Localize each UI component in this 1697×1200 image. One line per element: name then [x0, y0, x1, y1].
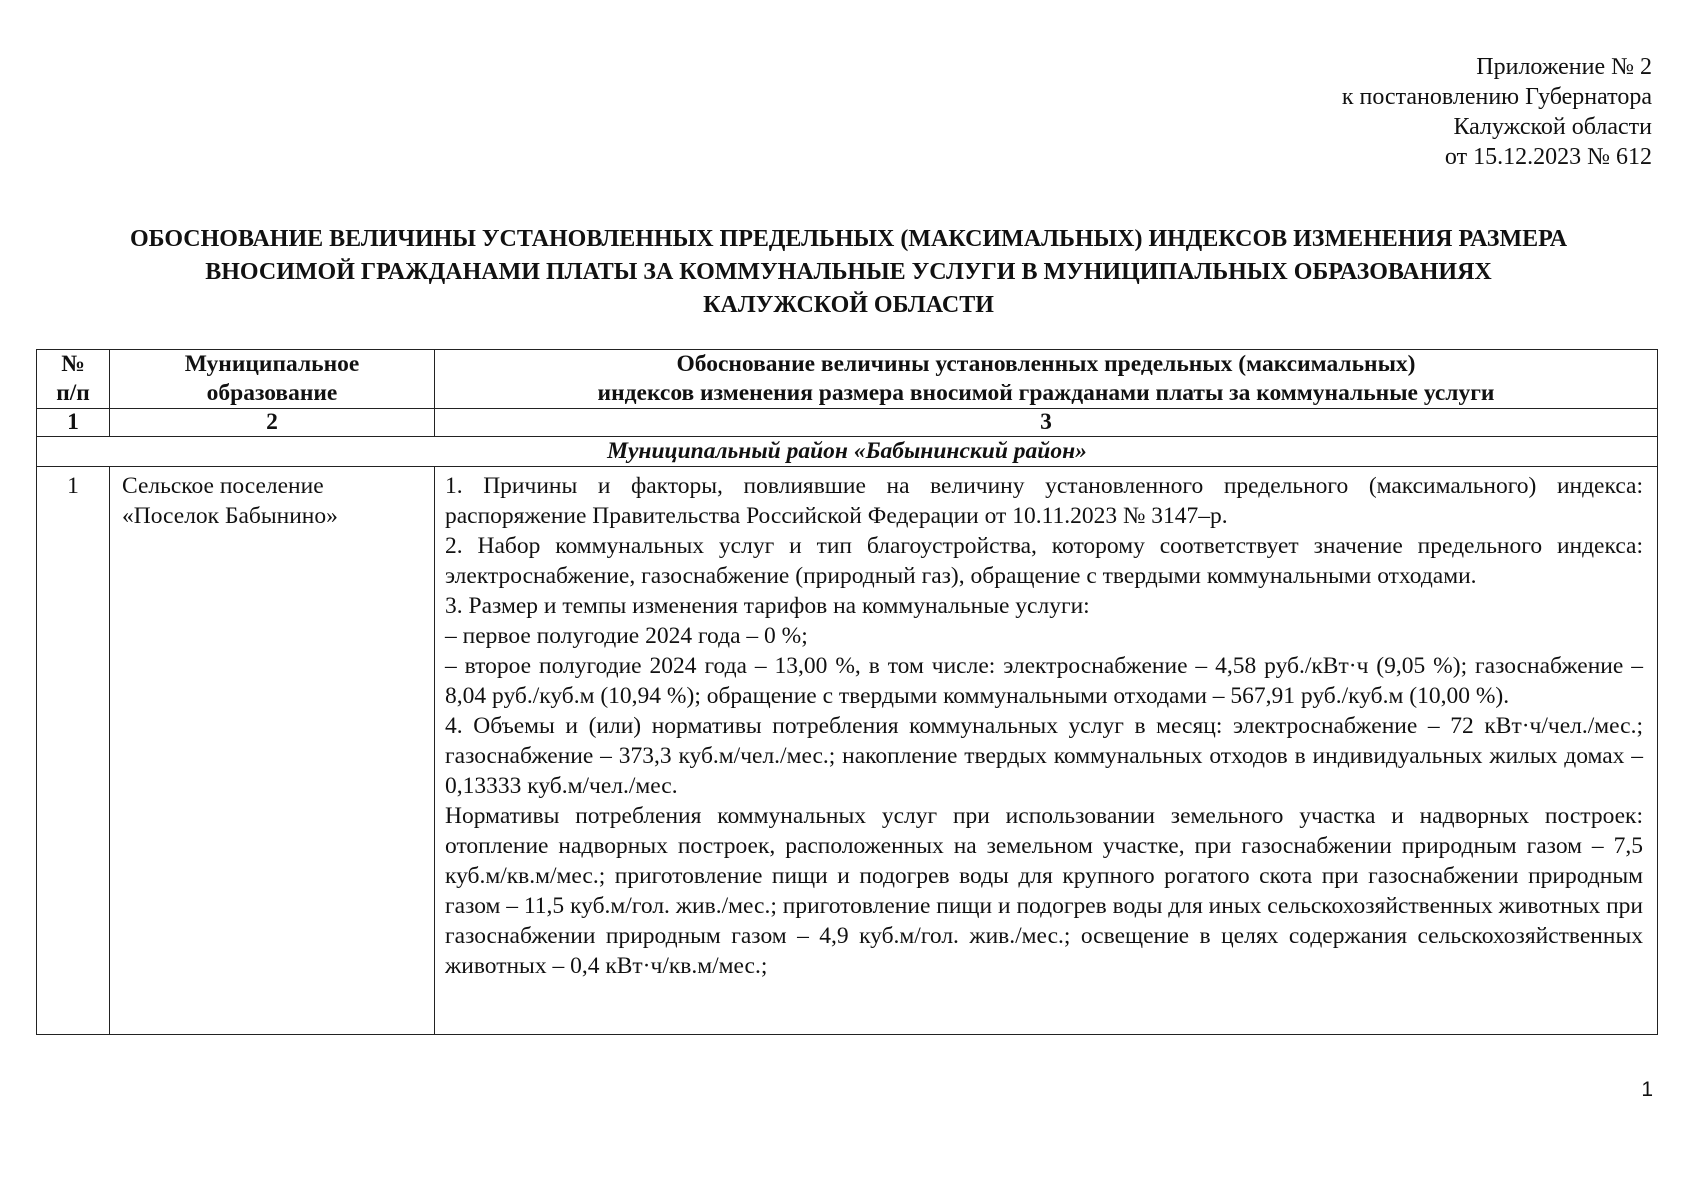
table-header-row — [37, 350, 1658, 409]
document-title — [20, 223, 1677, 322]
justification-table — [36, 349, 1658, 1035]
municipality-line: Сельское поселение — [122, 473, 324, 499]
municipality-cell — [110, 467, 435, 1035]
justification-cell — [435, 467, 1658, 1035]
header-number-line1: № — [61, 351, 85, 377]
appendix-line: к постановлению Губернатора — [1341, 84, 1652, 110]
page-number: 1 — [1641, 1078, 1653, 1101]
paragraph: – второе полугодие 2024 года – 13,00 %, в том числе: электроснабжение – 4,58 руб./кВт·ч (9,05 %); газоснабжение – 8,04 руб./куб.м (10,94 %); обращение с твердыми коммунальными отходами – 567,91 руб./куб.м (10,00 %). — [445, 653, 1643, 709]
column-number: 2 — [110, 409, 435, 437]
column-number: 1 — [37, 409, 110, 437]
municipality-line: «Поселок Бабынино» — [122, 503, 338, 529]
header-municipality-line1: Муниципальное — [184, 351, 360, 377]
paragraph: 2. Набор коммунальных услуг и тип благоустройства, которому соответствует значение предельного индекса: электроснабжение, газоснабжение (природный газ), обращение с твердыми коммунальными отходами. — [445, 533, 1643, 589]
header-justification — [435, 350, 1658, 409]
header-justification-line1: Обоснование величины установленных предельных (максимальных) — [676, 351, 1416, 377]
header-municipality — [110, 350, 435, 409]
header-number — [37, 350, 110, 409]
appendix-line: Калужской области — [1453, 114, 1652, 140]
district-name: Муниципальный район «Бабынинский район» — [37, 437, 1658, 467]
paragraph: 3. Размер и темпы изменения тарифов на коммунальные услуги: — [445, 593, 1090, 619]
header-number-line2: п/п — [56, 380, 90, 406]
appendix-block — [1342, 52, 1652, 172]
district-row — [37, 437, 1658, 467]
row-number: 1 — [37, 467, 110, 1035]
paragraph: 4. Объемы и (или) нормативы потребления коммунальных услуг в месяц: электроснабжение – 72 кВт·ч/чел./мес.; газоснабжение – 373,3 куб.м/чел./мес.; накопление твердых коммунальных отходов в индивидуальных жилых домах – 0,13333 куб.м/чел./мес. — [445, 713, 1643, 799]
paragraph: Нормативы потребления коммунальных услуг при использовании земельного участка и надворных построек: отопление надворных построек, расположенных на земельном участке, при газоснабжении природным газом – 7,5 куб.м/кв.м/мес.; приготовление пищи и подогрев воды для крупного рогатого скота при газоснабжении природным газом – 11,5 куб.м/гол. жив./мес.; приготовление пищи и подогрев воды для иных сельскохозяйственных животных при газоснабжении природным газом – 4,9 куб.м/гол. жив./мес.; освещение в целях содержания сельскохозяйственных животных – 0,4 кВт·ч/кв.м/мес.; — [445, 803, 1643, 979]
appendix-line: от 15.12.2023 № 612 — [1444, 144, 1652, 170]
paragraph: – первое полугодие 2024 года – 0 %; — [445, 623, 808, 649]
paragraph: 1. Причины и факторы, повлиявшие на величину установленного предельного (максимального) индекса: распоряжение Правительства Российской Федерации от 10.11.2023 № 3147–р. — [445, 473, 1643, 529]
header-municipality-line2: образование — [206, 380, 338, 406]
title-line: КАЛУЖСКОЙ ОБЛАСТИ — [703, 292, 994, 318]
title-line: ВНОСИМОЙ ГРАЖДАНАМИ ПЛАТЫ ЗА КОММУНАЛЬНЫЕ УСЛУГИ В МУНИЦИПАЛЬНЫХ ОБРАЗОВАНИЯХ — [205, 259, 1492, 285]
column-number-row — [37, 409, 1658, 437]
appendix-line: Приложение № 2 — [1476, 54, 1652, 80]
title-line: ОБОСНОВАНИЕ ВЕЛИЧИНЫ УСТАНОВЛЕННЫХ ПРЕДЕЛЬНЫХ (МАКСИМАЛЬНЫХ) ИНДЕКСОВ ИЗМЕНЕНИЯ РАЗМЕРА — [129, 226, 1568, 252]
header-justification-line2: индексов изменения размера вносимой гражданами платы за коммунальные услуги — [597, 380, 1495, 406]
column-number: 3 — [435, 409, 1658, 437]
table-row — [37, 467, 1658, 1035]
